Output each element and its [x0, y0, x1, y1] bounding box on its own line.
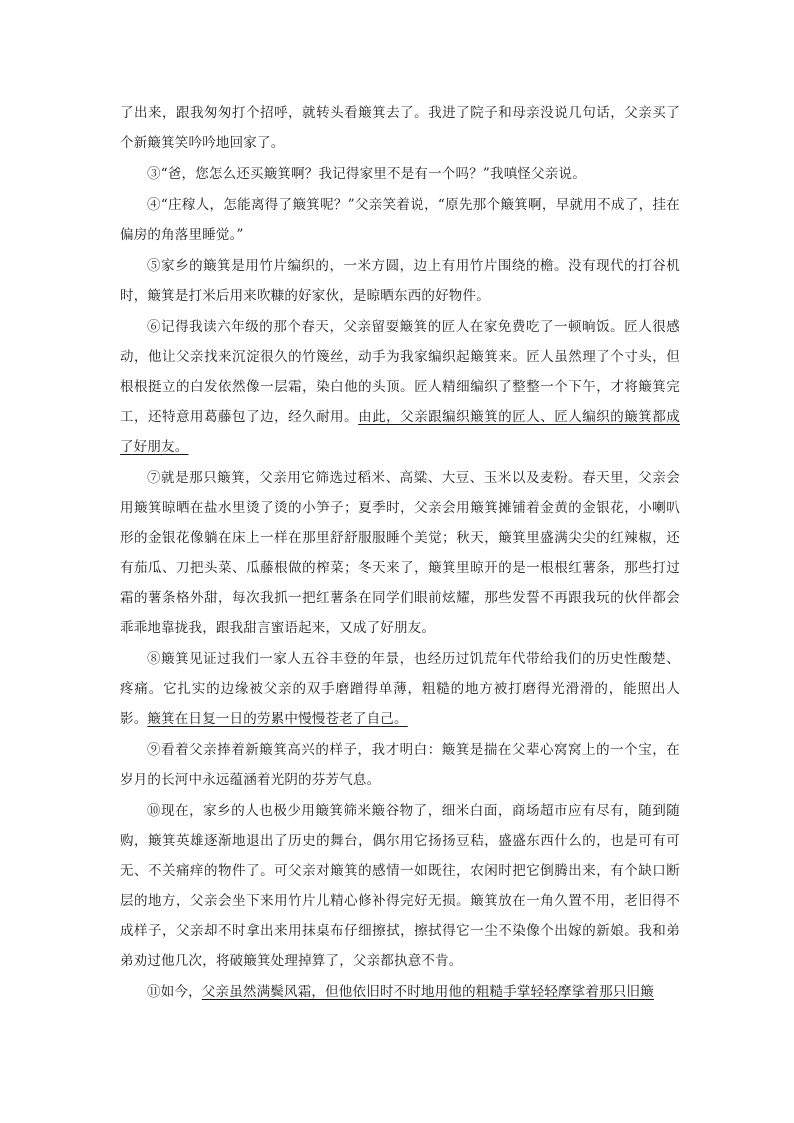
paragraph-11 — [120, 977, 680, 1007]
paragraph-2-continuation — [120, 98, 680, 158]
paragraph-7 — [120, 463, 680, 643]
paragraph-8 — [120, 644, 680, 734]
underlined-sentence: 簸箕在日复一日的劳累中慢慢苍老了自己。 — [147, 711, 408, 727]
paragraph-text: ④“庄稼人，怎能离得了簸箕呢？”父亲笑着说，“原先那个簸箕啊，早就用不成了，挂在偏房的角落里睡觉。” — [120, 197, 680, 243]
article-body — [120, 98, 680, 1008]
paragraph-text: ⑩现在，家乡的人也极少用簸箕筛米簸谷物了，细米白面，商场超市应有尽有，随到随购，簸箕英雄逐渐地退出了历史的舞台，偶尔用它扬扬豆秸，盛盛东西什么的，也是可有可无、不关痛痒的物件了。可父亲对簸箕的感情一如既往，农闲时把它倒腾出来，有个缺口断层的地方，父亲会坐下来用竹片儿精心修补得完好无损。簸箕放在一角久置不用，老旧得不成样子，父亲却不时拿出来用抹桌布仔细擦拭，擦拭得它一尘不染像个出嫁的新娘。我和弟弟劝过他几次，将破簸箕处理掉算了，父亲都执意不肯。 — [120, 803, 680, 969]
paragraph-text: ⑦就是那只簸箕，父亲用它筛选过稻米、高粱、大豆、玉米以及麦粉。春天里，父亲会用簸箕晾晒在盐水里烫了烫的小笋子；夏季时，父亲会用簸箕摊铺着金黄的金银花，小喇叭形的金银花像躺在床上一样在那里舒舒服服睡个美觉；秋天，簸箕里盛满尖尖的红辣椒，还有茄瓜、刀把头菜、瓜藤根做的榨菜；冬天来了，簸箕里晾开的是一根根红薯条，那些打过霜的薯条格外甜，每次我抓一把红薯条在同学们眼前炫耀，那些发誓不再跟我玩的伙伴都会乖乖地靠拢我，跟我甜言蜜语起来，又成了好朋友。 — [120, 470, 680, 636]
paragraph-6 — [120, 312, 680, 462]
paragraph-text: ⑨看着父亲捧着新簸箕高兴的样子，我才明白：簸箕是揣在父辈心窝窝上的一个宝，在岁月的长河中永远蕴涵着光阴的芬芳气息。 — [120, 742, 680, 788]
paragraph-3 — [120, 159, 680, 189]
paragraph-9 — [120, 735, 680, 795]
paragraph-text: ⑪如今， — [147, 984, 202, 1000]
underlined-sentence: 父亲虽然满鬓风霜，但他依旧时不时地用他的粗糙手掌轻轻摩挲着那只旧簸 — [201, 984, 654, 1000]
paragraph-10 — [120, 796, 680, 976]
underlined-sentence: 由此，父亲跟编织簸箕的匠人、匠人编织的簸箕都成了好朋友。 — [120, 409, 680, 455]
paragraph-text: ⑤家乡的簸箕是用竹片编织的，一米方圆，边上有用竹片围绕的檐。没有现代的打谷机时，簸箕是打米后用来吹糠的好家伙，是晾晒东西的好物件。 — [120, 258, 680, 304]
paragraph-5 — [120, 251, 680, 311]
paragraph-text: ⑥记得我读六年级的那个春天，父亲留耍簸箕的匠人在家免费吃了一顿晌饭。匠人很感动，他让父亲找来沉淀很久的竹篾丝，动手为我家编织起簸箕来。匠人虽然理了个寸头，但根根挺立的白发依然像一层霜，染白他的头顶。匠人精细编织了整整一个下午，才将簸箕完工，还特意用葛藤包了边，经久耐用。 — [120, 319, 680, 425]
paragraph-text: ③“爸，您怎么还买簸箕啊？我记得家里不是有一个吗？”我嗔怪父亲说。 — [147, 166, 586, 182]
paragraph-text: 了出来，跟我匆匆打个招呼，就转头看簸箕去了。我进了院子和母亲没说几句话，父亲买了个新簸箕笑吟吟地回家了。 — [120, 105, 680, 151]
paragraph-text: ⑧簸箕见证过我们一家人五谷丰登的年景，也经历过饥荒年代带给我们的历史性酸楚、疼痛。它扎实的边缘被父亲的双手磨蹭得单薄，粗糙的地方被打磨得光滑滑的，能照出人影。 — [120, 651, 680, 727]
paragraph-4 — [120, 190, 680, 250]
